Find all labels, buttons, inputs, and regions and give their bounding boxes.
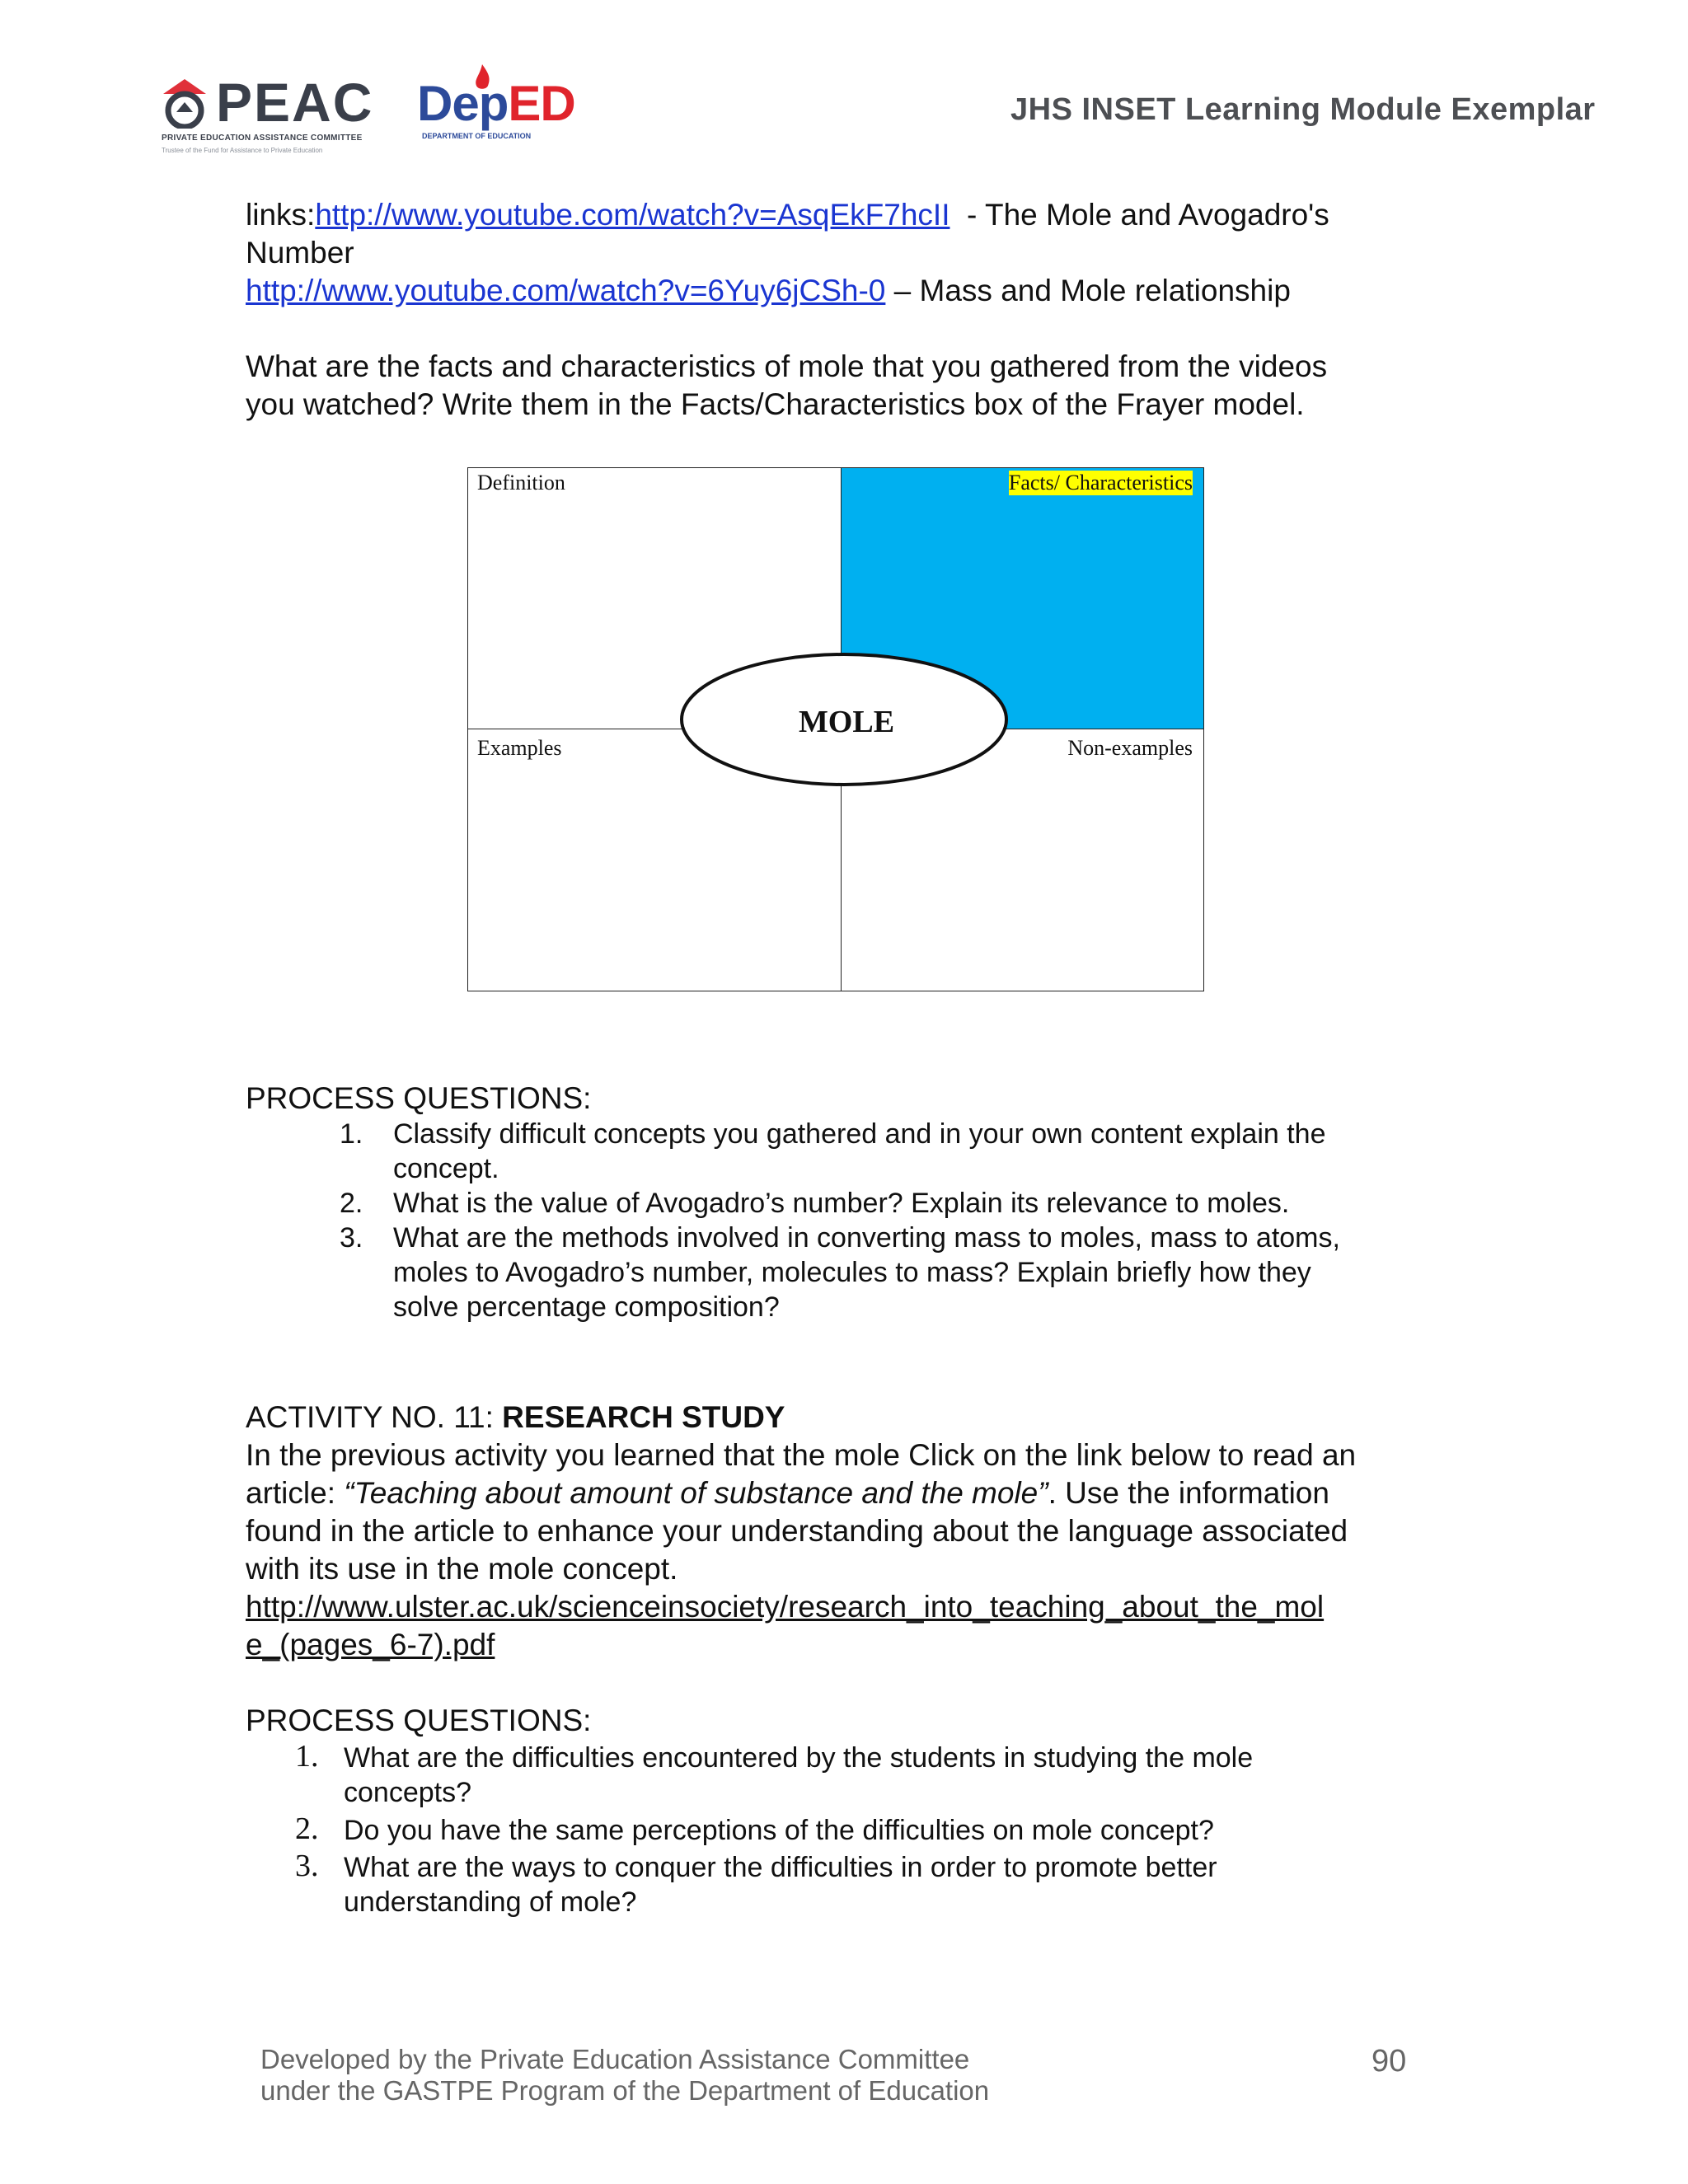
facts-label: Facts/ Characteristics — [1008, 471, 1193, 494]
activity-label: ACTIVITY NO. 11: — [246, 1400, 503, 1434]
activity-line-2-pre: article: — [246, 1476, 345, 1510]
article-link-1[interactable]: http://www.ulster.ac.uk/scienceinsociety/research_into_teaching_about_the_mol — [246, 1590, 1325, 1624]
deped-wordmark — [417, 77, 575, 130]
pq1-item-3-line-3: solve percentage composition? — [393, 1291, 780, 1323]
youtube-link-2[interactable]: http://www.youtube.com/watch?v=6Yuy6jCSh-0 — [246, 274, 886, 307]
deped-dep: Dep — [417, 76, 509, 131]
activity-line-2 — [246, 1474, 1329, 1512]
activity-line-4: with its use in the mole concept. — [246, 1552, 678, 1586]
pq2-item-2-num: 2. — [295, 1811, 319, 1846]
activity-line-1: In the previous activity you learned that the mole Click on the link below to read an — [246, 1438, 1357, 1472]
pq1-item-3-line-1: What are the methods involved in converting mass to moles, mass to atoms, — [393, 1222, 1340, 1254]
definition-label: Definition — [477, 471, 565, 494]
pq1-item-2-line-1: What is the value of Avogadro’s number? Explain its relevance to moles. — [393, 1188, 1290, 1219]
pq1-item-3-num: 3. — [340, 1222, 363, 1254]
pq1-item-3-line-2: moles to Avogadro’s number, molecules to mass? Explain briefly how they — [393, 1257, 1311, 1288]
process-questions-heading-2: PROCESS QUESTIONS: — [246, 1704, 592, 1737]
pq1-item-1-line-2: concept. — [393, 1153, 499, 1184]
pq2-item-3-line-2: understanding of mole? — [344, 1886, 637, 1918]
activity-heading — [246, 1399, 785, 1436]
article-link-2[interactable]: e_(pages_6-7).pdf — [246, 1628, 495, 1661]
youtube-link-1[interactable]: http://www.youtube.com/watch?v=AsqEkF7hcII — [315, 198, 950, 232]
peac-wordmark: PEAC — [216, 72, 374, 133]
activity-line-3: found in the article to enhance your understanding about the language associated — [246, 1514, 1348, 1548]
article-link-line-2[interactable] — [246, 1626, 495, 1664]
article-title: “Teaching about amount of substance and the mole” — [344, 1476, 1048, 1510]
pq2-item-3-num: 3. — [295, 1849, 319, 1883]
footer-line-2: under the GASTPE Program of the Department of Education — [260, 2075, 990, 2106]
page-number: 90 — [1372, 2044, 1407, 2079]
pq2-item-1-line-2: concepts? — [344, 1777, 471, 1808]
frayer-model — [467, 467, 1204, 991]
mole-center-label: MOLE — [798, 705, 895, 739]
peac-emblem-icon — [162, 77, 208, 129]
deped-logo — [417, 64, 574, 147]
peac-tagline: Trustee of the Fund for Assistance to Private Education — [162, 147, 323, 154]
deped-ed: ED — [508, 76, 575, 131]
links-prefix: links: — [246, 198, 316, 232]
pq1-item-2-num: 2. — [340, 1188, 363, 1219]
peac-logo — [162, 69, 384, 160]
links-line-1-cont: Number — [246, 236, 354, 269]
article-link-line-1[interactable] — [246, 1588, 1324, 1626]
pq2-item-1-line-1: What are the difficulties encountered by the students in studying the mole — [344, 1742, 1254, 1774]
activity-line-2-post: . Use the information — [1048, 1476, 1329, 1510]
pq1-item-1-num: 1. — [340, 1118, 363, 1150]
pq2-item-2-line-1: Do you have the same perceptions of the difficulties on mole concept? — [344, 1815, 1214, 1846]
mole-ellipse — [678, 650, 1011, 789]
header-title: JHS INSET Learning Module Exemplar — [1010, 92, 1596, 127]
pq1-item-1-line-1: Classify difficult concepts you gathered and in your own content explain the — [393, 1118, 1326, 1150]
link-1-description: - The Mole and Avogadro's — [950, 198, 1329, 232]
link-2-description: – Mass and Mole relationship — [885, 274, 1291, 307]
peac-subtitle: PRIVATE EDUCATION ASSISTANCE COMMITTEE — [162, 134, 363, 143]
process-questions-heading-1: PROCESS QUESTIONS: — [246, 1081, 592, 1115]
links-line-2 — [246, 272, 1291, 310]
question-intro-line-1: What are the facts and characteristics of mole that you gathered from the videos — [246, 349, 1328, 383]
footer-line-1: Developed by the Private Education Assistance Committee — [260, 2044, 970, 2074]
deped-subtitle: DEPARTMENT OF EDUCATION — [422, 132, 532, 140]
question-intro-line-2: you watched? Write them in the Facts/Characteristics box of the Frayer model. — [246, 387, 1305, 421]
examples-label: Examples — [477, 736, 562, 760]
pq2-item-1-num: 1. — [295, 1739, 319, 1774]
non-examples-label: Non-examples — [1067, 736, 1193, 760]
activity-title: RESEARCH STUDY — [502, 1400, 785, 1434]
links-line-1 — [246, 196, 1329, 234]
pq2-item-3-line-1: What are the ways to conquer the difficulties in order to promote better — [344, 1852, 1217, 1883]
